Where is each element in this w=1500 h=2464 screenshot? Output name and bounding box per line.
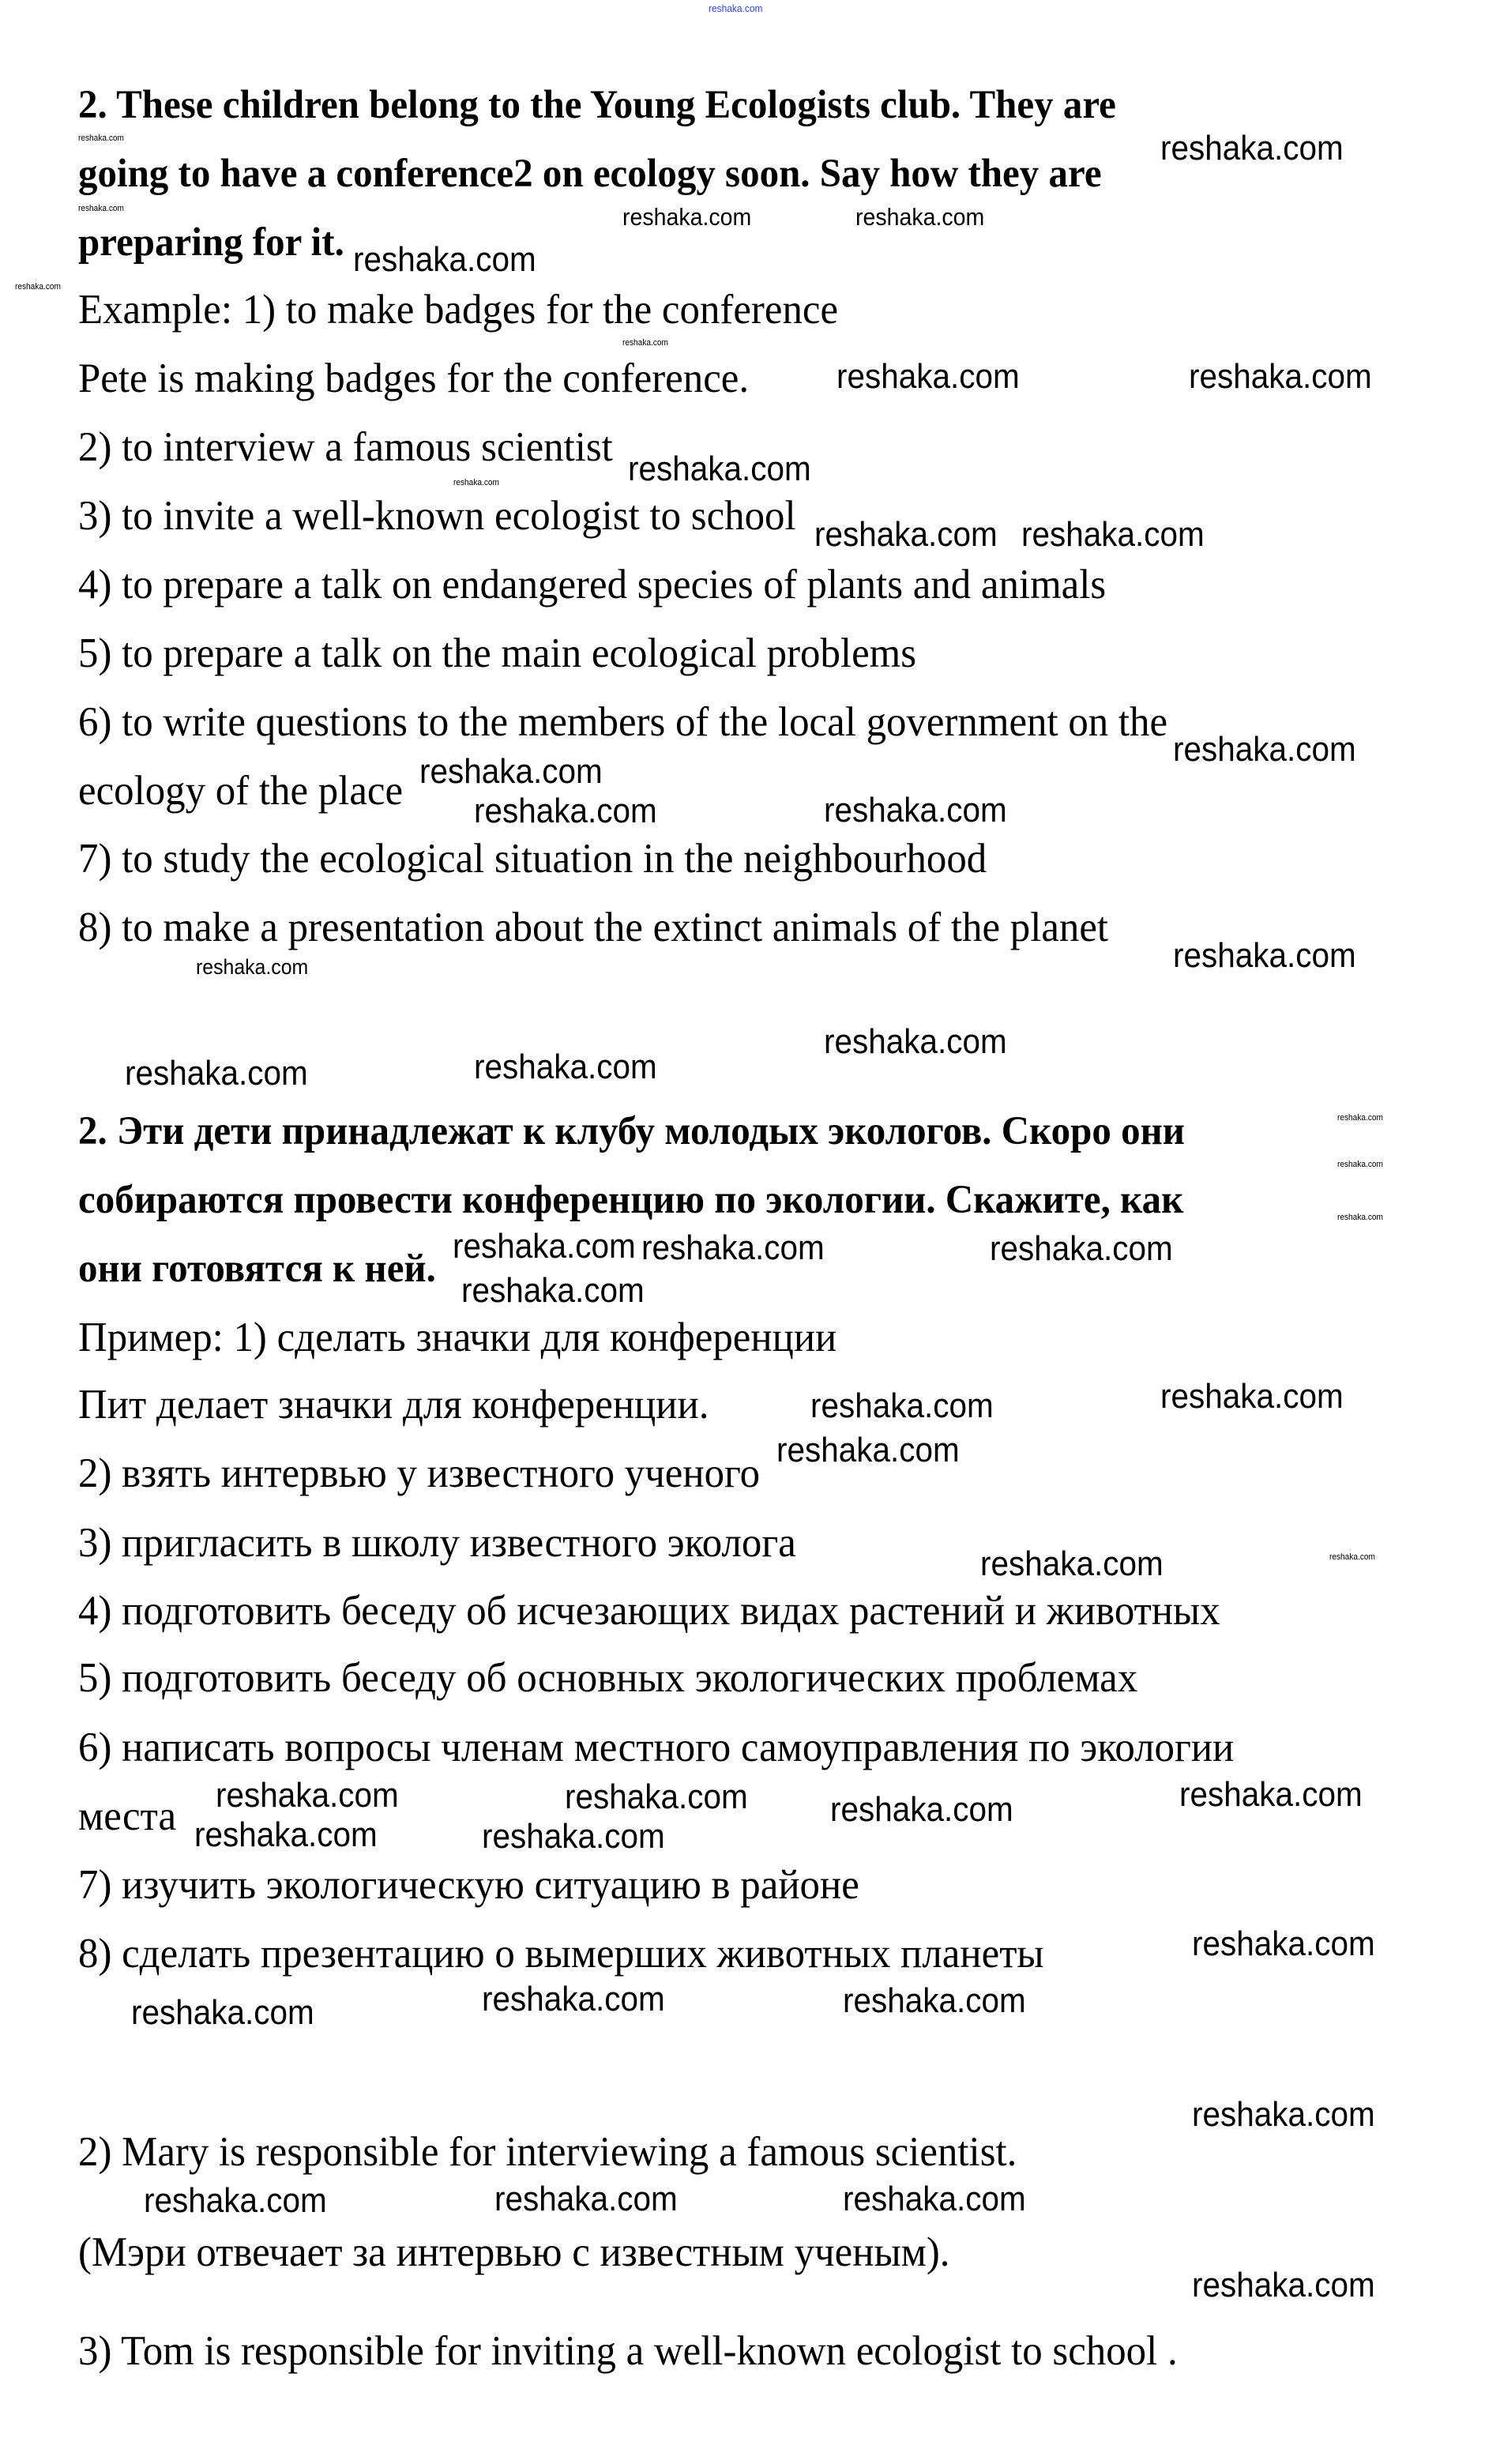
watermark: reshaka.com — [843, 1981, 1026, 2020]
exercise-line: ecology of the place — [78, 768, 404, 814]
exercise-line: 7) to study the ecological situation in the neighbourhood — [78, 836, 987, 882]
exercise-line: 3) to invite a well-known ecologist to school — [78, 493, 796, 539]
exercise-line: 2) взять интервью у известного ученого — [78, 1450, 761, 1496]
watermark: reshaka.com — [131, 1993, 314, 2032]
watermark: reshaka.com — [1337, 1113, 1383, 1123]
watermark: reshaka.com — [836, 357, 1020, 396]
exercise-line: Пример: 1) сделать значки для конференции — [78, 1315, 837, 1360]
watermark: reshaka.com — [810, 1386, 994, 1425]
watermark: reshaka.com — [641, 1228, 825, 1267]
exercise-line: 5) to prepare a talk on the main ecological problems — [78, 630, 917, 676]
watermark: reshaka.com — [843, 2180, 1026, 2218]
watermark: reshaka.com — [1329, 1552, 1375, 1562]
watermark: reshaka.com — [1160, 1377, 1344, 1416]
watermark: reshaka.com — [474, 1048, 657, 1086]
watermark: reshaka.com — [1192, 2266, 1375, 2304]
watermark: reshaka.com — [144, 2181, 327, 2220]
watermark: reshaka.com — [461, 1271, 645, 1310]
watermark: reshaka.com — [419, 752, 603, 791]
watermark: reshaka.com — [824, 1022, 1007, 1061]
answer-line: 2) Mary is responsible for interviewing a famous scientist. — [78, 2129, 1017, 2175]
exercise-line: 2) to interview a famous scientist — [78, 424, 613, 470]
answer-line: 3) Tom is responsible for inviting a well-known ecologist to school . — [78, 2328, 1178, 2374]
watermark: reshaka.com — [1021, 515, 1205, 554]
exercise-line: 3) пригласить в школу известного эколога — [78, 1520, 796, 1566]
watermark: reshaka.com — [824, 791, 1007, 829]
answer-line: (Мэри отвечает за интервью с известным ученым). — [78, 2229, 950, 2275]
exercise-line: 8) to make a presentation about the extinct animals of the planet — [78, 905, 1109, 950]
watermark: reshaka.com — [474, 792, 657, 830]
watermark: reshaka.com — [453, 1227, 636, 1266]
watermark: reshaka.com — [482, 1980, 665, 2018]
watermark: reshaka.com — [1189, 357, 1372, 396]
watermark: reshaka.com — [15, 282, 61, 292]
watermark: reshaka.com — [1160, 129, 1344, 167]
exercise-line: 6) написать вопросы членам местного самоуправления по экологии — [78, 1725, 1235, 1770]
exercise-line: места — [78, 1793, 177, 1839]
watermark: reshaka.com — [855, 203, 985, 231]
exercise-line: Example: 1) to make badges for the conference — [78, 287, 839, 333]
watermark: reshaka.com — [1192, 2095, 1375, 2134]
watermark: reshaka.com — [628, 450, 811, 488]
exercise-line: Пит делает значки для конференции. — [78, 1382, 709, 1428]
watermark: reshaka.com — [990, 1229, 1173, 1268]
exercise-heading-line: going to have a conference2 on ecology soon. Say how they are — [78, 152, 1102, 196]
exercise-line: 4) to prepare a talk on endangered species of plants and animals — [78, 562, 1107, 608]
watermark: reshaka.com — [1337, 1160, 1383, 1169]
watermark: reshaka.com — [1192, 1924, 1375, 1963]
exercise-line: 5) подготовить беседу об основных экологических проблемах — [78, 1655, 1138, 1701]
watermark: reshaka.com — [196, 955, 309, 979]
watermark: reshaka.com — [1337, 1213, 1383, 1222]
watermark: reshaka.com — [125, 1054, 308, 1093]
watermark: reshaka.com — [622, 338, 668, 348]
exercise-heading-line: они готовятся к ней. — [78, 1247, 436, 1291]
watermark: reshaka.com — [980, 1544, 1164, 1583]
exercise-heading-line: 2. Эти дети принадлежат к клубу молодых экологов. Скоро они — [78, 1109, 1186, 1153]
exercise-heading-line: 2. These children belong to the Young Ecologists club. They are — [78, 83, 1116, 127]
watermark: reshaka.com — [565, 1777, 748, 1816]
watermark: reshaka.com — [78, 204, 124, 213]
exercise-heading-line: preparing for it. — [78, 220, 344, 265]
watermark: reshaka.com — [78, 134, 124, 143]
exercise-line: 8) сделать презентацию о вымерших животных планеты — [78, 1931, 1044, 1977]
watermark: reshaka.com — [453, 478, 499, 487]
watermark: reshaka.com — [814, 515, 998, 554]
watermark: reshaka.com — [709, 2, 763, 14]
watermark: reshaka.com — [353, 240, 536, 279]
exercise-line: 7) изучить экологическую ситуацию в районе — [78, 1862, 859, 1908]
exercise-line: Pete is making badges for the conference. — [78, 355, 750, 401]
watermark: reshaka.com — [194, 1815, 378, 1854]
exercise-line: 6) to write questions to the members of the local government on the — [78, 699, 1168, 745]
watermark: reshaka.com — [494, 2180, 678, 2218]
watermark: reshaka.com — [216, 1776, 399, 1815]
exercise-heading-line: собираются провести конференцию по экологии. Скажите, как — [78, 1178, 1184, 1222]
watermark: reshaka.com — [1179, 1775, 1363, 1814]
watermark: reshaka.com — [482, 1817, 665, 1856]
watermark: reshaka.com — [1173, 936, 1356, 975]
watermark: reshaka.com — [622, 203, 752, 231]
exercise-line: 4) подготовить беседу об исчезающих видах растений и животных — [78, 1588, 1220, 1634]
watermark: reshaka.com — [1173, 730, 1356, 769]
watermark: reshaka.com — [776, 1431, 960, 1469]
watermark: reshaka.com — [830, 1790, 1013, 1829]
